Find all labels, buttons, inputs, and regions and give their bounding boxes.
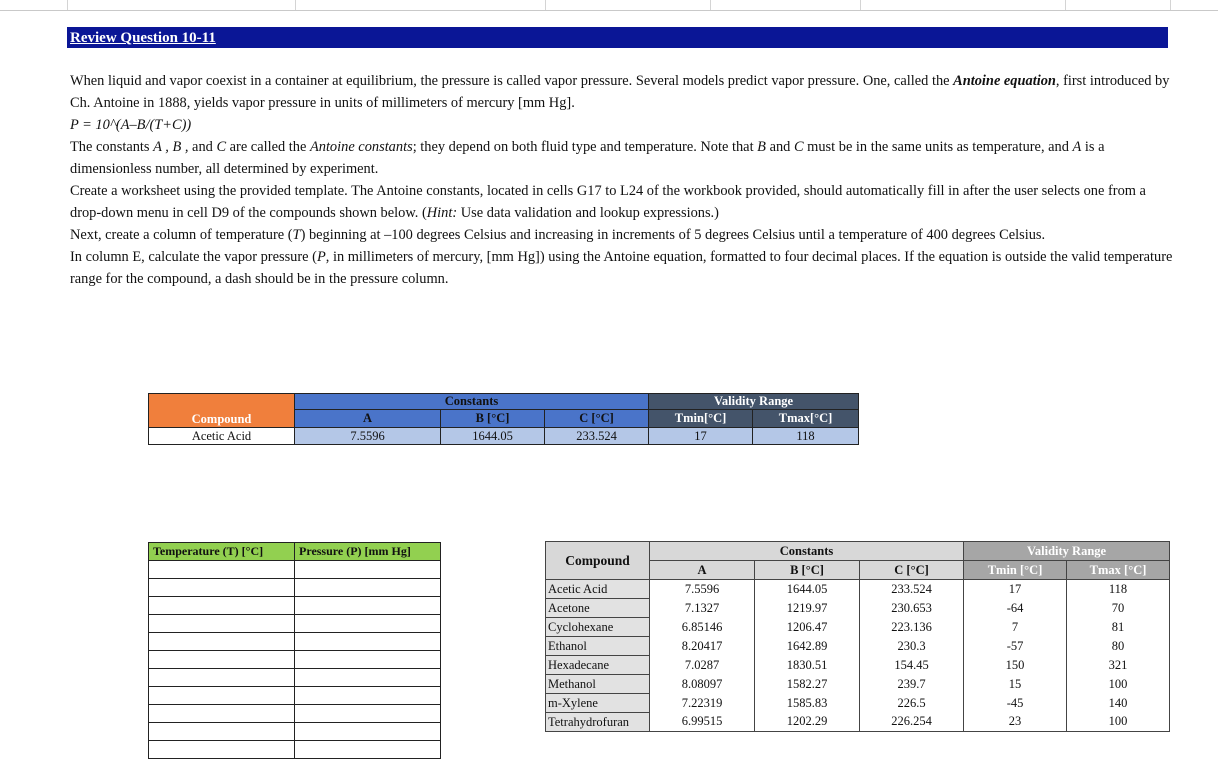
value-tmax: 118 — [753, 428, 859, 445]
ref-col-b: B [°C] — [755, 561, 860, 580]
compound-name-cell: Methanol — [546, 675, 650, 694]
temperature-header: Temperature (T) [°C] — [149, 543, 295, 561]
value-tmax-cell: 118 — [1067, 580, 1170, 599]
pressure-cell[interactable] — [295, 561, 441, 579]
col-tmin-header: Tmin[°C] — [649, 410, 753, 428]
table-row — [546, 637, 1170, 656]
temperature-pressure-table — [148, 542, 441, 759]
compound-dropdown[interactable]: Acetic Acid — [149, 428, 295, 445]
pressure-header: Pressure (P) [mm Hg] — [295, 543, 441, 561]
value-c-cell: 239.7 — [860, 675, 964, 694]
value-c-cell: 226.5 — [860, 694, 964, 713]
value-b-cell: 1830.51 — [755, 656, 860, 675]
col-a-header: A — [295, 410, 441, 428]
value-b-cell: 1644.05 — [755, 580, 860, 599]
value-c-cell: 226.254 — [860, 713, 964, 732]
paragraph-5 — [70, 246, 1180, 290]
pressure-cell[interactable] — [295, 723, 441, 741]
col-tmax-header: Tmax[°C] — [753, 410, 859, 428]
value-a-cell: 6.85146 — [650, 618, 755, 637]
paragraph-1 — [70, 70, 1180, 114]
value-c: 233.524 — [545, 428, 649, 445]
antoine-constants-table — [545, 541, 1170, 732]
value-tmin: 17 — [649, 428, 753, 445]
pressure-cell[interactable] — [295, 651, 441, 669]
value-c-cell: 154.45 — [860, 656, 964, 675]
value-tmin-cell: -45 — [964, 694, 1067, 713]
value-c-cell: 223.136 — [860, 618, 964, 637]
compound-name-cell: Tetrahydrofuran — [546, 713, 650, 732]
temperature-cell[interactable] — [149, 597, 295, 615]
problem-statement — [70, 70, 1180, 290]
value-b-cell: 1219.97 — [755, 599, 860, 618]
var: B — [757, 139, 766, 155]
ref-col-tmax: Tmax [°C] — [1067, 561, 1170, 580]
pressure-cell[interactable] — [295, 669, 441, 687]
text: In column E, calculate the vapor pressure ( — [70, 249, 317, 265]
text: ) beginning at –100 degrees Celsius and increasing in increments of 5 degrees Celsius until a temperature of 400 degrees Celsius. — [300, 227, 1046, 243]
text: When liquid and vapor coexist in a container at equilibrium, the pressure is called vapor pressure. Several models predict vapor pressure. One, called the — [70, 73, 954, 89]
compound-header: Compound — [149, 394, 295, 428]
temperature-cell[interactable] — [149, 633, 295, 651]
paragraph-3 — [70, 180, 1180, 224]
col-b-header: B [°C] — [441, 410, 545, 428]
ref-compound-header: Compound — [546, 542, 650, 580]
table-row — [546, 618, 1170, 637]
pressure-cell[interactable] — [295, 615, 441, 633]
value-tmin-cell: -64 — [964, 599, 1067, 618]
ref-validity-header: Validity Range — [964, 542, 1170, 561]
constants-header: Constants — [295, 394, 649, 410]
ref-col-tmin: Tmin [°C] — [964, 561, 1067, 580]
temperature-cell[interactable] — [149, 615, 295, 633]
compound-name-cell: m-Xylene — [546, 694, 650, 713]
table-row — [546, 580, 1170, 599]
value-tmin-cell: 7 — [964, 618, 1067, 637]
paragraph-4 — [70, 224, 1180, 246]
compound-name-cell: Cyclohexane — [546, 618, 650, 637]
value-b-cell: 1582.27 — [755, 675, 860, 694]
value-tmax-cell: 140 — [1067, 694, 1170, 713]
title-banner — [67, 27, 1168, 48]
value-a-cell: 7.1327 — [650, 599, 755, 618]
temperature-cell[interactable] — [149, 687, 295, 705]
temperature-cell[interactable] — [149, 723, 295, 741]
pressure-cell[interactable] — [295, 579, 441, 597]
term-antoine-equation: Antoine equation — [953, 73, 1056, 89]
hint-label: Hint: — [426, 205, 458, 221]
var: C — [793, 139, 804, 155]
text: Create a worksheet using the provided template. The Antoine constants, located in cells G17 to L24 of the workbook provided, should automatically fill in after the user selects one from a drop-down menu in cell D9 of the compounds shown below. ( — [70, 183, 1146, 221]
value-tmin-cell: -57 — [964, 637, 1067, 656]
ref-constants-header: Constants — [650, 542, 964, 561]
temperature-cell[interactable] — [149, 579, 295, 597]
ref-col-a: A — [650, 561, 755, 580]
pressure-cell[interactable] — [295, 597, 441, 615]
pressure-cell[interactable] — [295, 687, 441, 705]
validity-header: Validity Range — [649, 394, 859, 410]
value-a: 7.5596 — [295, 428, 441, 445]
temperature-cell[interactable] — [149, 561, 295, 579]
var: A , B , — [153, 139, 189, 155]
value-a-cell: 7.0287 — [650, 656, 755, 675]
text: , in millimeters of mercury, [mm Hg]) using the Antoine equation, formatted to four decimal places. If the equation is outside the valid temperature range for the compound, a dash should be in the pressure column. — [70, 249, 1173, 287]
text: are called the — [226, 139, 310, 155]
text: must be in the same units as temperature, and — [803, 139, 1073, 155]
text: Next, create a column of temperature ( — [70, 227, 293, 243]
text: ; they depend on both fluid type and temperature. Note that — [412, 139, 758, 155]
table-row — [546, 694, 1170, 713]
value-b-cell: 1585.83 — [755, 694, 860, 713]
var: P — [316, 249, 326, 265]
var: A — [1072, 139, 1082, 155]
value-tmax-cell: 81 — [1067, 618, 1170, 637]
temperature-cell[interactable] — [149, 651, 295, 669]
text: and — [188, 139, 217, 155]
value-a-cell: 6.99515 — [650, 713, 755, 732]
pressure-cell[interactable] — [295, 633, 441, 651]
value-a-cell: 8.08097 — [650, 675, 755, 694]
selected-compound-table — [148, 393, 859, 445]
text: , first introduced by Ch. Antoine in 1888, yields vapor pressure in units of millimeters of mercury [mm Hg]. — [70, 73, 1170, 111]
text: Use data validation and lookup expressions.) — [457, 205, 719, 221]
equation: P = 10^(A–B/(T+C)) — [70, 117, 192, 133]
value-b-cell: 1206.47 — [755, 618, 860, 637]
term-antoine-constants: Antoine constants — [309, 139, 413, 155]
var: C — [216, 139, 227, 155]
value-tmax-cell: 321 — [1067, 656, 1170, 675]
text: The constants — [70, 139, 154, 155]
col-c-header: C [°C] — [545, 410, 649, 428]
value-tmax-cell: 80 — [1067, 637, 1170, 656]
table-row — [546, 599, 1170, 618]
value-tmin-cell: 17 — [964, 580, 1067, 599]
value-a-cell: 8.20417 — [650, 637, 755, 656]
value-tmin-cell: 23 — [964, 713, 1067, 732]
value-b-cell: 1642.89 — [755, 637, 860, 656]
value-c-cell: 233.524 — [860, 580, 964, 599]
paragraph-2 — [70, 136, 1180, 180]
value-b-cell: 1202.29 — [755, 713, 860, 732]
ref-table-body — [546, 580, 1170, 732]
table-row — [546, 713, 1170, 732]
value-c-cell: 230.3 — [860, 637, 964, 656]
compound-name-cell: Hexadecane — [546, 656, 650, 675]
temperature-cell[interactable] — [149, 669, 295, 687]
pressure-cell[interactable] — [295, 741, 441, 759]
text: is a dimensionless number, all determined by experiment. — [70, 139, 1105, 177]
pressure-cell[interactable] — [295, 705, 441, 723]
page-title: Review Question 10-11 — [70, 30, 216, 46]
value-tmin-cell: 150 — [964, 656, 1067, 675]
value-tmax-cell: 100 — [1067, 675, 1170, 694]
value-tmax-cell: 70 — [1067, 599, 1170, 618]
compound-name-cell: Acetic Acid — [546, 580, 650, 599]
value-tmax-cell: 100 — [1067, 713, 1170, 732]
ref-col-c: C [°C] — [860, 561, 964, 580]
var: T — [292, 227, 301, 243]
table-row — [546, 675, 1170, 694]
temperature-cell[interactable] — [149, 741, 295, 759]
value-a-cell: 7.22319 — [650, 694, 755, 713]
temperature-cell[interactable] — [149, 705, 295, 723]
value-c-cell: 230.653 — [860, 599, 964, 618]
compound-name-cell: Ethanol — [546, 637, 650, 656]
value-a-cell: 7.5596 — [650, 580, 755, 599]
value-tmin-cell: 15 — [964, 675, 1067, 694]
value-b: 1644.05 — [441, 428, 545, 445]
table-row — [546, 656, 1170, 675]
compound-name-cell: Acetone — [546, 599, 650, 618]
spreadsheet-header-strip — [0, 0, 1218, 11]
text: and — [765, 139, 794, 155]
